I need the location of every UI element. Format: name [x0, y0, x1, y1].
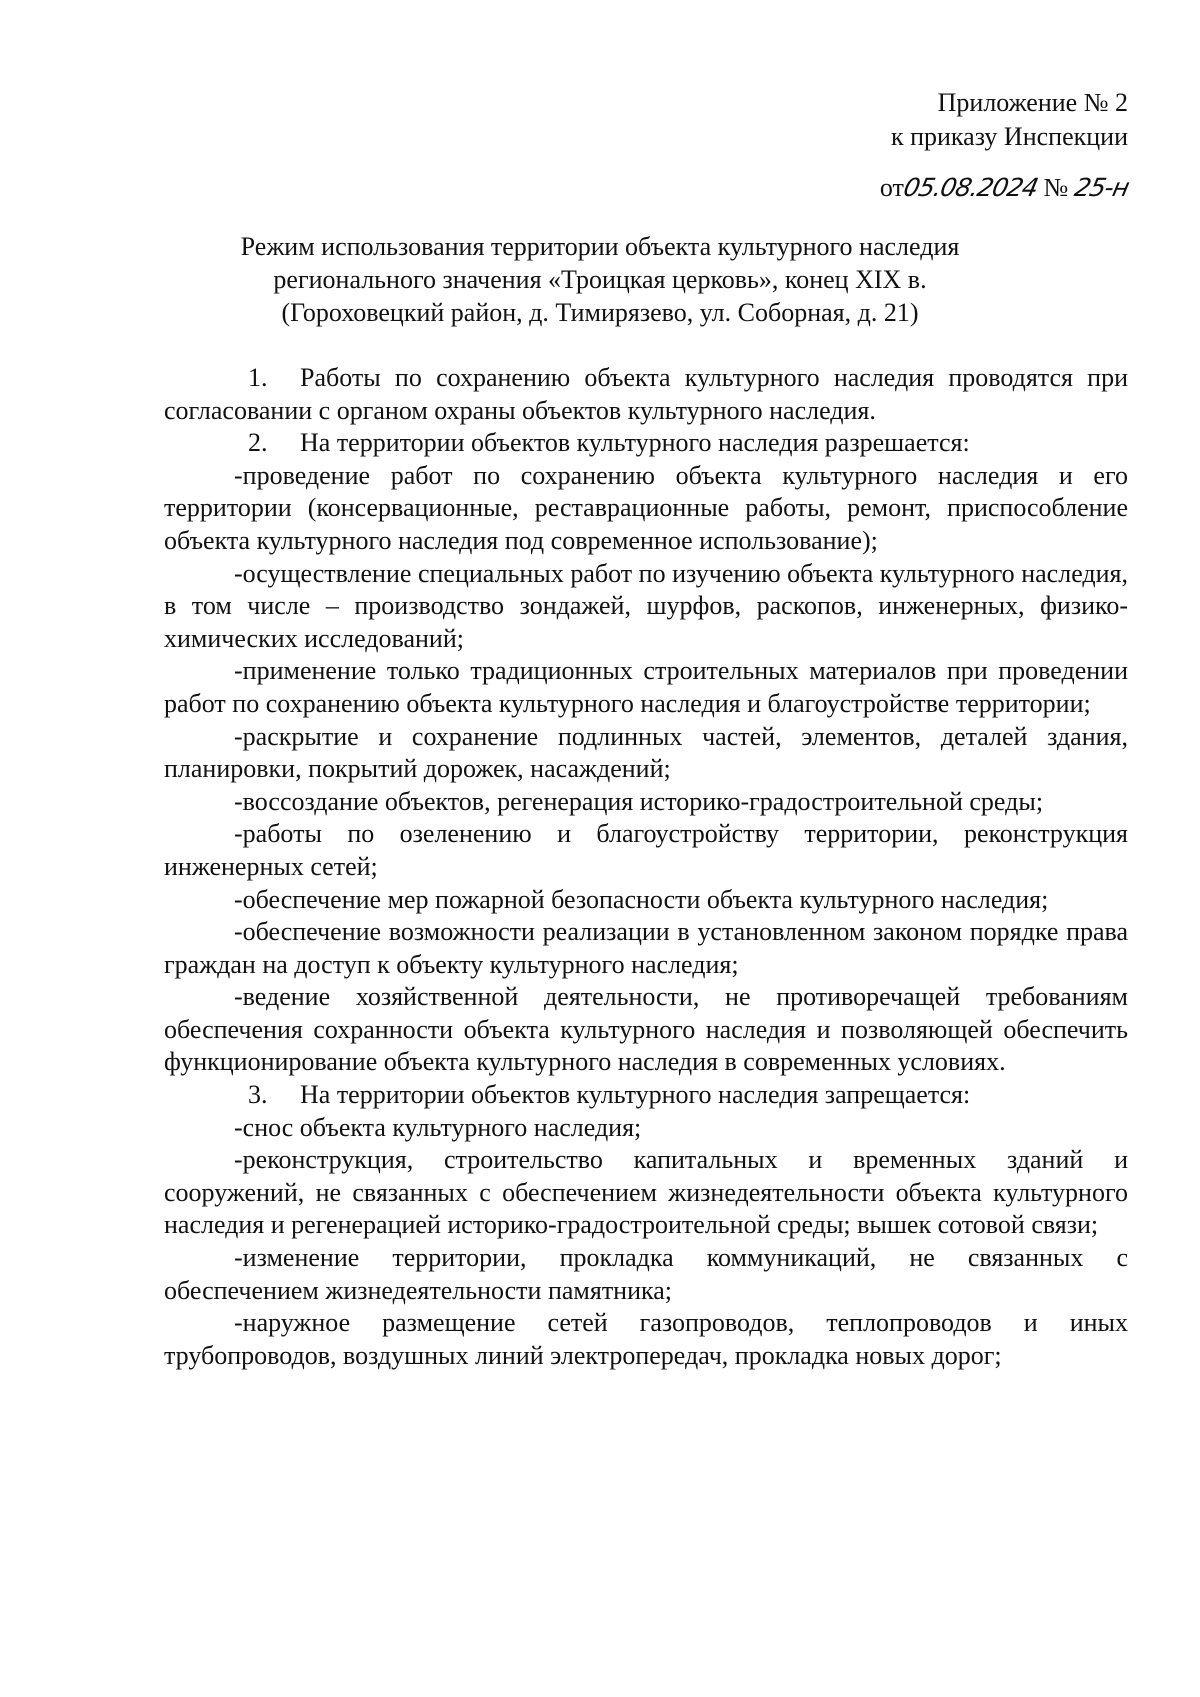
document-body [164, 362, 1128, 1372]
section-3-text: На территории объектов культурного наследия запрещается: [300, 1080, 971, 1110]
section-1-text: Работы по сохранению объекта культурного наследия проводятся при согласовании с органом охраны объектов культурного наследия. [164, 363, 1128, 425]
appendix-order-ref: к приказу Инспекции [890, 122, 1128, 151]
appendix-number: Приложение № 2 [937, 88, 1128, 117]
handwritten-order-number: 25-н [1071, 173, 1132, 202]
section-1 [164, 362, 1128, 427]
allowed-item: -работы по озеленению и благоустройству территории, реконструкция инженерных сетей; [164, 819, 1128, 881]
title-line-2: регионального значения «Троицкая церковь», конец XIX в. [273, 265, 927, 294]
appendix-header [891, 86, 1128, 154]
title-line-1: Режим использования территории объекта культурного наследия [240, 232, 960, 261]
allowed-item: -обеспечение мер пожарной безопасности объекта культурного наследия; [234, 884, 1049, 914]
handwritten-order-date: 05.08.2024 [900, 173, 1041, 202]
allowed-item: -осуществление специальных работ по изучению объекта культурного наследия, в том числе – производство зондажей, шурфов, раскопов, инженерных, физико-химических исследований; [164, 558, 1128, 653]
section-2 [164, 427, 1128, 460]
allowed-item: -применение только традиционных строительных материалов при проведении работ по сохранению объекта культурного наследия и благоустройстве территории; [164, 656, 1128, 718]
allowed-item: -раскрытие и сохранение подлинных частей, элементов, деталей здания, планировки, покрытий дорожек, насаждений; [164, 721, 1128, 784]
section-3 [164, 1079, 1128, 1112]
prohibited-item: -снос объекта культурного наследия; [234, 1112, 642, 1142]
prohibited-item: -наружное размещение сетей газопроводов, теплопроводов и иных трубопроводов, воздушных линий электропередач, прокладка новых дорог; [164, 1308, 1128, 1370]
section-2-text: На территории объектов культурного наследия разрешается: [300, 428, 970, 458]
order-date-number [879, 168, 1132, 208]
title-line-3: (Гороховецкий район, д. Тимирязево, ул. Соборная, д. 21) [281, 298, 919, 327]
document-title [160, 230, 1040, 329]
allowed-item: -проведение работ по сохранению объекта культурного наследия и его территории (консервационные, реставрационные работы, ремонт, приспособление объекта культурного наследия под современное использование); [164, 460, 1128, 555]
allowed-item: -обеспечение возможности реализации в установленном законом порядке права граждан на доступ к объекту культурного наследия; [164, 917, 1128, 979]
allowed-item: -воссоздание объектов, регенерация историко-градостроительной среды; [234, 786, 1044, 816]
section-2-number: 2. [248, 428, 268, 458]
section-1-number: 1. [248, 363, 268, 392]
prohibited-item: -изменение территории, прокладка коммуникаций, не связанных с обеспечением жизнедеятельности памятника; [164, 1243, 1128, 1305]
allowed-item: -ведение хозяйственной деятельности, не противоречащей требованиям обеспечения сохранности объекта культурного наследия и позволяющей обеспечить функционирование объекта культурного наследия в современных условиях. [164, 982, 1128, 1077]
order-number-label: № [1043, 173, 1069, 202]
order-prefix: от [879, 173, 904, 202]
section-3-number: 3. [248, 1080, 268, 1110]
prohibited-item: -реконструкция, строительство капитальных и временных зданий и сооружений, не связанных с обеспечением жизнедеятельности объекта культурного наследия и регенерацией историко-градостроительной среды; вышек сотовой связи; [164, 1145, 1128, 1240]
